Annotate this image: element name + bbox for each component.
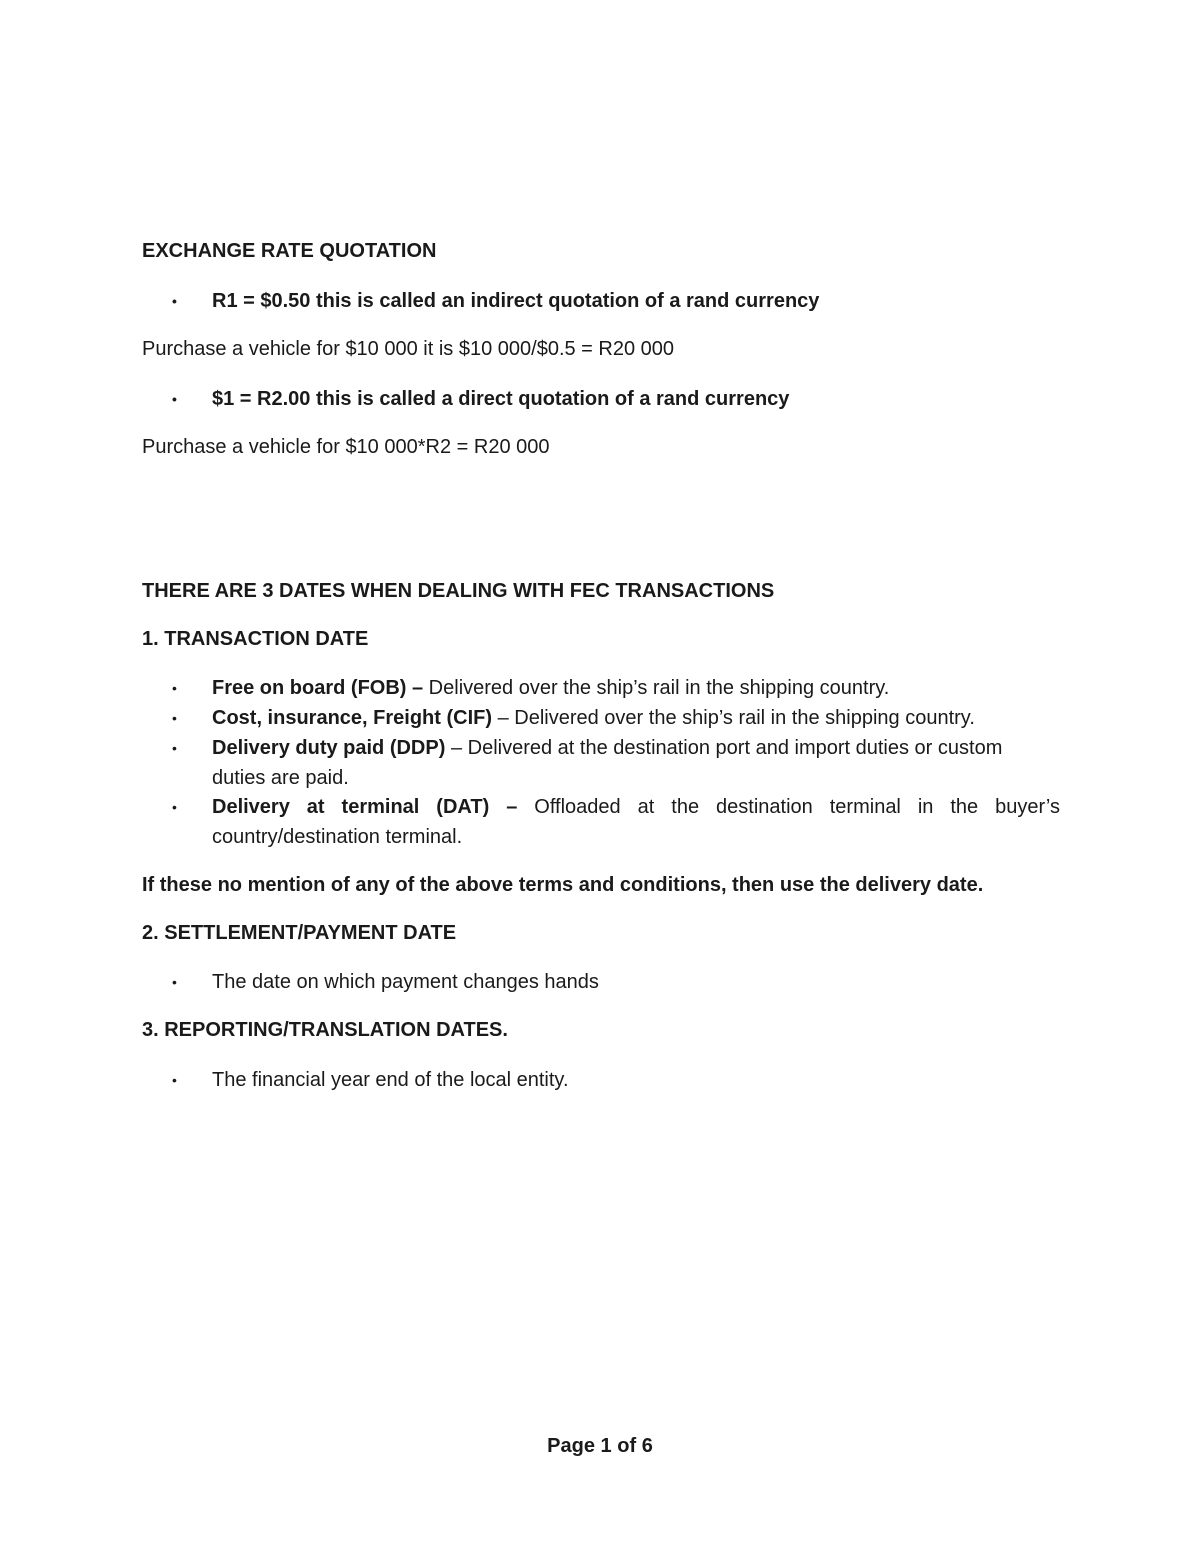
term-cif-desc: – Delivered over the ship’s rail in the shipping country. (492, 707, 975, 729)
term-dat-desc: Offloaded at the destination terminal in the buyer’s country/destination terminal. (212, 796, 1060, 848)
term-cif: Cost, insurance, Freight (CIF) (212, 707, 493, 729)
subheading-transaction-date: 1. TRANSACTION DATE (142, 628, 369, 650)
term-fob: Free on board (FOB) – (212, 677, 424, 699)
direct-example-text: Purchase a vehicle for $10 000*R2 = R20 000 (142, 436, 550, 458)
term-dat: Delivery at terminal (DAT) – (212, 796, 518, 818)
bullet-icon: • (172, 974, 177, 990)
term-fob-desc: Delivered over the ship’s rail in the shipping country. (423, 677, 890, 699)
bullet-icon: • (172, 799, 177, 815)
page-label: Page (547, 1435, 595, 1457)
indirect-quotation-text: R1 = $0.50 this is called an indirect quotation of a rand currency (212, 290, 820, 312)
of-label: of (617, 1435, 637, 1457)
bullet-icon: • (172, 391, 177, 407)
section-heading-fec-dates: THERE ARE 3 DATES WHEN DEALING WITH FEC TRANSACTIONS (142, 580, 775, 602)
direct-quotation-text: $1 = R2.00 this is called a direct quotation of a rand currency (212, 388, 790, 410)
page-total: 6 (641, 1435, 653, 1457)
bullet-icon: • (172, 740, 177, 756)
page-number: 1 (600, 1435, 612, 1457)
term-ddp-desc: – Delivered at the destination port and import duties or custom duties are paid. (212, 737, 1003, 789)
subheading-reporting-dates: 3. REPORTING/TRANSLATION DATES. (142, 1019, 508, 1041)
bullet-icon: • (172, 680, 177, 696)
term-ddp: Delivery duty paid (DDP) (212, 737, 446, 759)
bullet-icon: • (172, 710, 177, 726)
indirect-example-text: Purchase a vehicle for $10 000 it is $10 000/$0.5 = R20 000 (142, 338, 675, 360)
subheading-settlement-date: 2. SETTLEMENT/PAYMENT DATE (142, 922, 457, 944)
section-heading-exchange-rate: EXCHANGE RATE QUOTATION (142, 240, 437, 262)
delivery-date-note: If these no mention of any of the above terms and conditions, then use the delivery date. (142, 874, 984, 896)
settlement-date-text: The date on which payment changes hands (212, 971, 599, 993)
reporting-date-text: The financial year end of the local entity. (212, 1069, 569, 1091)
page-footer (0, 1431, 1200, 1461)
bullet-icon: • (172, 293, 177, 309)
bullet-icon: • (172, 1072, 177, 1088)
